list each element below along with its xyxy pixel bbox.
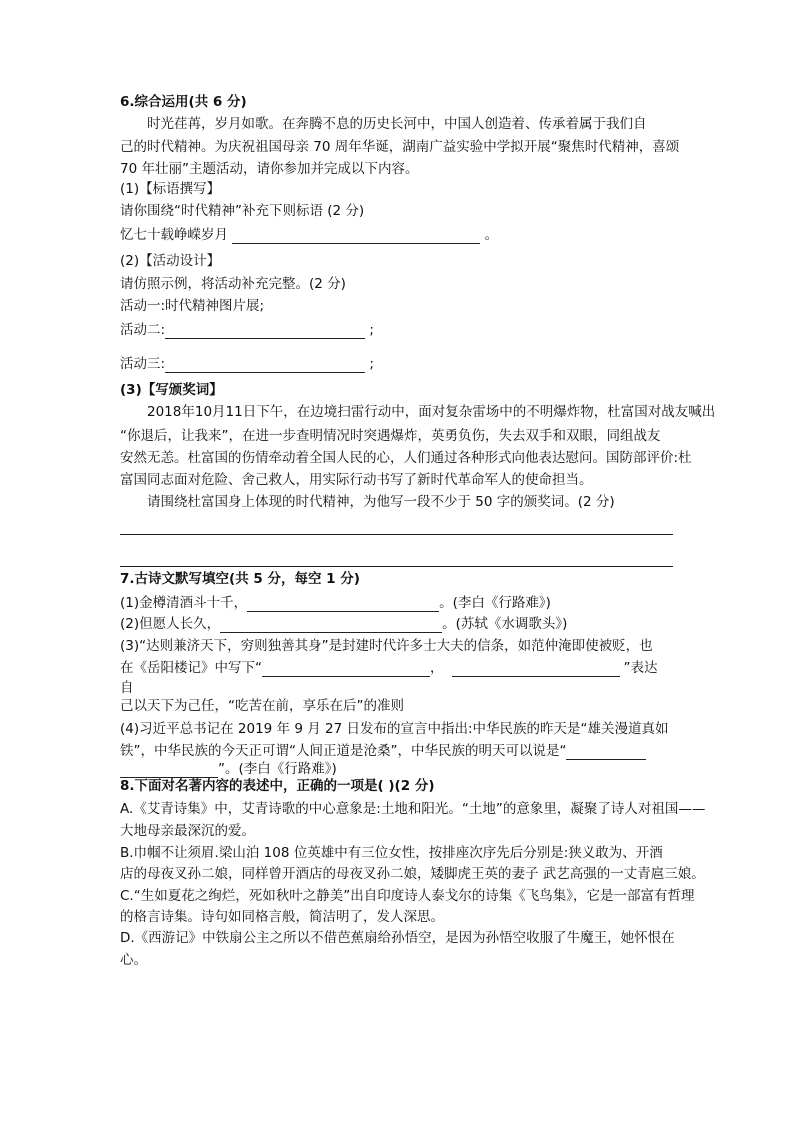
q6-activity-3 bbox=[120, 355, 374, 373]
q8-option-b-line-2: 店的母夜叉孙二娘，同样曾开酒店的母夜叉孙二娘，矮脚虎王英的妻子 武艺高强的一丈青扈三娘。 bbox=[120, 866, 705, 882]
q7-item-1-end: 。(李白《行路难》) bbox=[439, 595, 551, 611]
activity-2-end: ; bbox=[369, 322, 374, 338]
q6-intro-line-2: 己的时代精神。为庆祝祖国母亲 70 周年华诞，湖南广益实验中学拟开展“聚焦时代精神，喜颂 bbox=[120, 139, 680, 155]
activity-3-end: ; bbox=[369, 356, 374, 372]
q6-story-line-2: “你退后，让我来”，在进一步查明情况时突遇爆炸，英勇负伤，失去双手和双眼，同组战友 bbox=[120, 428, 661, 444]
q8-option-b-line-1: B.巾帼不让须眉.梁山泊 108 位英雄中有三位女性，按排座次序先后分别是:狭义敢为、开酒 bbox=[120, 845, 663, 861]
q6-part2-heading: (2)【活动设计】 bbox=[120, 253, 221, 269]
q7-item-3-mid: ， bbox=[430, 660, 444, 676]
q7-item-3-lead: 在《岳阳楼记》中写下“ bbox=[120, 660, 262, 676]
slogan-answer-blank[interactable] bbox=[232, 229, 480, 244]
q6-activity-1: 活动一:时代精神图片展; bbox=[120, 298, 265, 314]
q8-option-c-line-2: 的格言诗集。诗句如同格言般，简洁明了，发人深思。 bbox=[120, 909, 444, 925]
activity-2-blank[interactable] bbox=[165, 324, 365, 339]
q8-option-d-line-1: D.《西游记》中铁扇公主之所以不借芭蕉扇给孙悟空，是因为孙悟空收服了牛魔王，她怀恨在 bbox=[120, 930, 675, 946]
q6-title: 6.综合运用(共 6 分) bbox=[120, 94, 247, 110]
q6-part1-slogan bbox=[120, 226, 498, 244]
q6-part1-heading: (1)【标语撰写】 bbox=[120, 181, 221, 197]
q7-item-4-blank-b[interactable] bbox=[120, 763, 218, 778]
q6-part2-instruction: 请仿照示例，将活动补充完整。(2 分) bbox=[120, 276, 346, 292]
q7-item-3-line-3: 自 bbox=[120, 680, 134, 696]
q6-story-line-3: 安然无恙。杜富国的伤情牵动着全国人民的心，人们通过各种形式向他表达慰问。国防部评价:杜 bbox=[120, 450, 692, 466]
q7-item-3-line-4: 己以天下为己任，“吃苦在前，享乐在后”的准则 bbox=[120, 698, 404, 714]
slogan-lead: 忆七十载峥嵘岁月 bbox=[120, 227, 228, 243]
q7-item-2-lead: (2)但愿人长久， bbox=[120, 616, 221, 632]
q7-item-2-end: 。(苏轼《水调歌头》) bbox=[442, 616, 568, 632]
activity-3-label: 活动三: bbox=[120, 356, 166, 372]
q7-item-4-end: ”。(李白《行路难》) bbox=[218, 761, 337, 777]
q7-item-4-line-2 bbox=[120, 742, 646, 760]
q6-story-line-4: 富国同志面对危险、舍己救人，用实际行动书写了新时代革命军人的使命担当。 bbox=[120, 472, 593, 488]
q7-item-4-lead: 铁”，中华民族的今天正可谓“人间正道是沧桑”，中华民族的明天可以说是“ bbox=[120, 743, 567, 759]
q7-item-1-blank[interactable] bbox=[247, 597, 439, 612]
q6-intro-line-1: 时光荏苒，岁月如歌。在奔腾不息的历史长河中，中国人创造着、传承着属于我们自 bbox=[147, 116, 647, 132]
q8-option-d-line-2: 心。 bbox=[120, 952, 147, 968]
q7-item-1-lead: (1)金樽清酒斗十千， bbox=[120, 595, 248, 611]
answer-line-2[interactable] bbox=[120, 566, 673, 567]
q7-item-1 bbox=[120, 594, 551, 612]
q8-title: 8.下面对名著内容的表述中，正确的一项是( )(2 分) bbox=[120, 778, 435, 794]
q7-title: 7.古诗文默写填空(共 5 分，每空 1 分) bbox=[120, 571, 360, 587]
q7-item-3-line-2 bbox=[120, 659, 658, 677]
q7-item-4-line-3 bbox=[120, 760, 337, 778]
q7-item-4-line-1: (4)习近平总书记在 2019 年 9 月 27 日发布的宣言中指出:中华民族的昨天是“雄关漫道真如 bbox=[120, 721, 669, 737]
answer-line-1[interactable] bbox=[120, 534, 673, 535]
q6-part3-instruction: 请围绕杜富国身上体现的时代精神，为他写一段不少于 50 字的颁奖词。(2 分) bbox=[147, 494, 615, 510]
q7-item-3-line-1: (3)“达则兼济天下，穷则独善其身”是封建时代许多士大夫的信条，如范仲淹即使被贬，也 bbox=[120, 638, 653, 654]
q8-option-a-line-1: A.《艾青诗集》中，艾青诗歌的中心意象是:土地和阳光。“土地”的意象里，凝聚了诗人对祖国—— bbox=[120, 801, 706, 817]
q8-option-c-line-1: C.“生如夏花之绚烂，死如秋叶之静美”出自印度诗人泰戈尔的诗集《飞鸟集》，它是一部富有哲理 bbox=[120, 888, 695, 904]
q6-part1-instruction: 请你围绕“时代精神”补充下则标语 (2 分) bbox=[120, 203, 365, 219]
q7-item-3-blank-1[interactable] bbox=[262, 662, 430, 677]
q6-story-line-1: 2018年10月11日下午，在边境扫雷行动中，面对复杂雷场中的不明爆炸物，杜富国对战友喊出 bbox=[147, 404, 716, 420]
q7-item-3-end: ”表达 bbox=[623, 660, 658, 676]
activity-2-label: 活动二: bbox=[120, 322, 166, 338]
q7-item-3-blank-2[interactable] bbox=[452, 662, 620, 677]
q8-option-a-line-2: 大地母亲最深沉的爱。 bbox=[120, 823, 255, 839]
q6-activity-2 bbox=[120, 321, 374, 339]
q7-item-2 bbox=[120, 615, 567, 633]
q7-item-4-blank-a[interactable] bbox=[566, 745, 646, 760]
q6-intro-line-3: 70 年壮丽”主题活动，请你参加并完成以下内容。 bbox=[120, 161, 419, 177]
activity-3-blank[interactable] bbox=[165, 358, 365, 373]
slogan-end: 。 bbox=[484, 227, 499, 243]
q7-item-2-blank[interactable] bbox=[220, 618, 442, 633]
q6-part3-heading: (3)【写颁奖词】 bbox=[120, 382, 223, 398]
